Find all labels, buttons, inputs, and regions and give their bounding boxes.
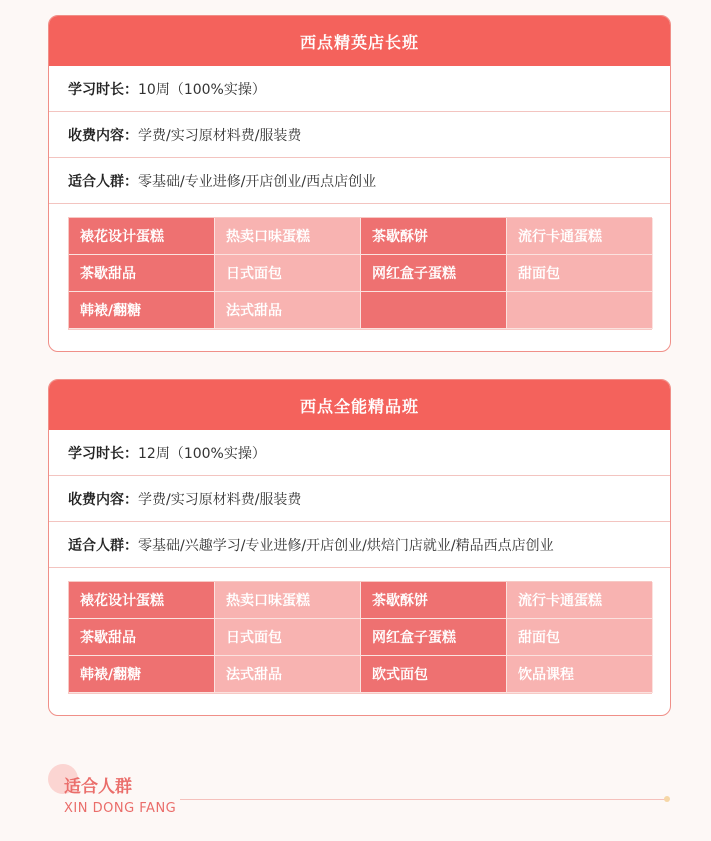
info-label: 适合人群：: [68, 537, 138, 554]
info-label: 适合人群：: [68, 173, 138, 190]
course-item: 法式甜品: [215, 292, 361, 329]
course-item: 茶歇酥饼: [361, 218, 507, 255]
course-item: 茶歇甜品: [69, 619, 215, 656]
info-row-duration: [49, 430, 670, 476]
course-item: 甜面包: [507, 255, 653, 292]
info-row-duration: [49, 66, 670, 112]
info-label: 学习时长：: [68, 81, 138, 98]
info-label: 收费内容：: [68, 127, 138, 144]
course-item: 网红盒子蛋糕: [361, 619, 507, 656]
info-label: 学习时长：: [68, 445, 138, 462]
decorative-dot: [664, 796, 670, 802]
course-item: 法式甜品: [215, 656, 361, 693]
info-value: 学费/实习原材料费/服装费: [138, 491, 302, 508]
info-row-fees: [49, 112, 670, 158]
info-row-audience: [49, 158, 670, 204]
divider-line: [180, 799, 665, 800]
course-item: 流行卡通蛋糕: [507, 218, 653, 255]
course-items-grid: [68, 217, 652, 330]
course-items-grid: [68, 581, 652, 694]
course-item: 茶歇酥饼: [361, 582, 507, 619]
info-value: 10周（100%实操）: [138, 81, 266, 98]
course-item: 韩裱/翻糖: [69, 656, 215, 693]
course-card: [48, 15, 671, 352]
info-value: 零基础/专业进修/开店创业/西点店创业: [138, 173, 377, 190]
course-item: 茶歇甜品: [69, 255, 215, 292]
info-value: 零基础/兴趣学习/专业进修/开店创业/烘焙门店就业/精品西点店创业: [138, 537, 554, 554]
course-item: 饮品课程: [507, 656, 653, 693]
course-item: 欧式面包: [361, 656, 507, 693]
course-item-empty: [507, 292, 653, 329]
course-item: 韩裱/翻糖: [69, 292, 215, 329]
course-item: 网红盒子蛋糕: [361, 255, 507, 292]
course-item: 日式面包: [215, 619, 361, 656]
course-item: 热卖口味蛋糕: [215, 218, 361, 255]
info-value: 学费/实习原材料费/服装费: [138, 127, 302, 144]
course-item: 日式面包: [215, 255, 361, 292]
course-item: 热卖口味蛋糕: [215, 582, 361, 619]
section-subtitle: XIN DONG FANG: [64, 801, 177, 816]
info-label: 收费内容：: [68, 491, 138, 508]
course-title: 西点全能精品班: [49, 380, 670, 430]
course-item: 裱花设计蛋糕: [69, 582, 215, 619]
info-value: 12周（100%实操）: [138, 445, 266, 462]
section-title: 适合人群: [64, 777, 132, 797]
course-item: 裱花设计蛋糕: [69, 218, 215, 255]
course-title: 西点精英店长班: [49, 16, 670, 66]
course-item-empty: [361, 292, 507, 329]
info-row-audience: [49, 522, 670, 568]
course-item: 甜面包: [507, 619, 653, 656]
course-card: [48, 379, 671, 716]
course-item: 流行卡通蛋糕: [507, 582, 653, 619]
info-row-fees: [49, 476, 670, 522]
